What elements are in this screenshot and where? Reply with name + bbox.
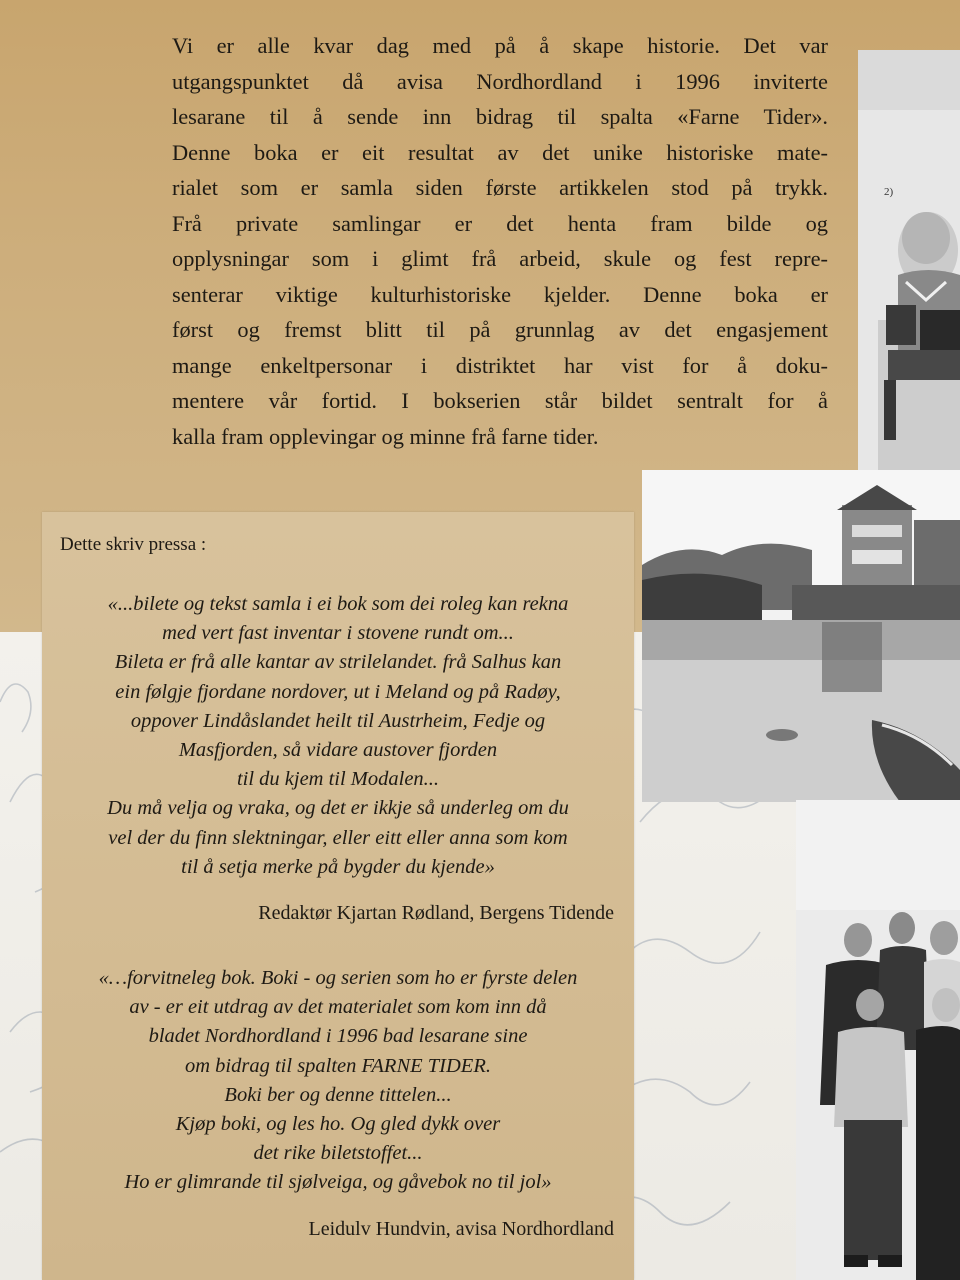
quote-line: Ho er glimrande til sjølveiga, og gåvebok no til jol» xyxy=(124,1171,552,1194)
intro-paragraph xyxy=(172,28,828,454)
intro-line: Denne boka er eit resultat av det unike historiske mate- xyxy=(172,139,828,165)
intro-line: rialet som er samla siden første artikkelen stod på trykk. xyxy=(172,175,828,200)
press-heading: Dette skriv pressa : xyxy=(60,534,207,555)
quote-line: Bileta er frå alle kantar av strilelandet. frå Salhus kan xyxy=(114,651,562,674)
attribution-nordhordland: Leidulv Hundvin, avisa Nordhordland xyxy=(308,1218,614,1240)
quote-line: «…forvitneleg bok. Boki - og serien som ho er fyrste delen xyxy=(98,967,578,989)
quote-nordhordland xyxy=(42,964,634,1198)
quote-line: Du må velja og vraka, og det er ikkje så underleg om du xyxy=(107,797,569,820)
intro-line: senterar viktige kulturhistoriske kjelder. Denne boka er xyxy=(172,281,828,307)
intro-line: opplysningar som i glimt frå arbeid, skule og fest repre- xyxy=(172,246,828,271)
quote-bergens-tidende xyxy=(42,590,634,882)
intro-line: kalla fram opplevingar og minne frå farne tider. xyxy=(172,423,599,449)
quote-line: med vert fast inventar i stovene rundt om... xyxy=(162,622,514,645)
harbour-house-photo xyxy=(642,470,960,802)
quote-line: til å setja merke på bygder du kjende» xyxy=(181,855,495,878)
quote-line: av - er eit utdrag av det materialet som kom inn då xyxy=(129,996,547,1019)
quote-line: vel der du finn slektningar, eller eitt eller anna som kom xyxy=(108,826,568,849)
quote-line: til du kjem til Modalen... xyxy=(236,768,440,791)
family-group-image xyxy=(796,800,960,1280)
intro-line: utgangspunktet då avisa Nordhordland i 1996 inviterte xyxy=(172,68,828,94)
quote-line: ein følgje fjordane nordover, ut i Meland og på Radøy, xyxy=(115,680,561,703)
child-portrait-image xyxy=(858,50,960,470)
attribution-bergens-tidende: Redaktør Kjartan Rødland, Bergens Tidende xyxy=(258,902,614,924)
intro-line: mentere vår fortid. I bokserien står bildet sentralt for å xyxy=(172,388,828,413)
quote-line: det rike biletstoffet... xyxy=(253,1142,423,1165)
intro-line: lesarane til å sende inn bidrag til spalta «Farne Tider». xyxy=(172,104,828,129)
quote-line: om bidrag til spalten FARNE TIDER. xyxy=(185,1054,491,1077)
quote-line: oppover Lindåslandet heilt til Austrheim, Fedje og xyxy=(130,709,546,732)
intro-line: først og fremst blitt til på grunnlag av det engasjement xyxy=(172,317,828,342)
photo-caption-number: 2) xyxy=(884,186,894,198)
intro-line: Frå private samlingar er det henta fram bilde og xyxy=(172,210,828,236)
press-quotes-box xyxy=(42,512,634,1280)
intro-line: Vi er alle kvar dag med på å skape historie. Det var xyxy=(172,33,828,58)
harbour-house-image xyxy=(642,470,960,802)
quote-line: Boki ber og denne tittelen... xyxy=(224,1083,452,1106)
child-portrait-photo xyxy=(858,50,960,470)
quote-line: Kjøp boki, og les ho. Og gled dykk over xyxy=(175,1113,501,1136)
quote-line: «...bilete og tekst samla i ei bok som dei roleg kan rekna xyxy=(107,593,569,615)
quote-line: bladet Nordhordland i 1996 bad lesarane sine xyxy=(148,1025,528,1048)
quote-line: Masfjorden, så vidare austover fjorden xyxy=(178,739,498,762)
family-group-photo xyxy=(796,800,960,1280)
intro-line: mange enkeltpersonar i distriktet har vist for å doku- xyxy=(172,352,828,378)
